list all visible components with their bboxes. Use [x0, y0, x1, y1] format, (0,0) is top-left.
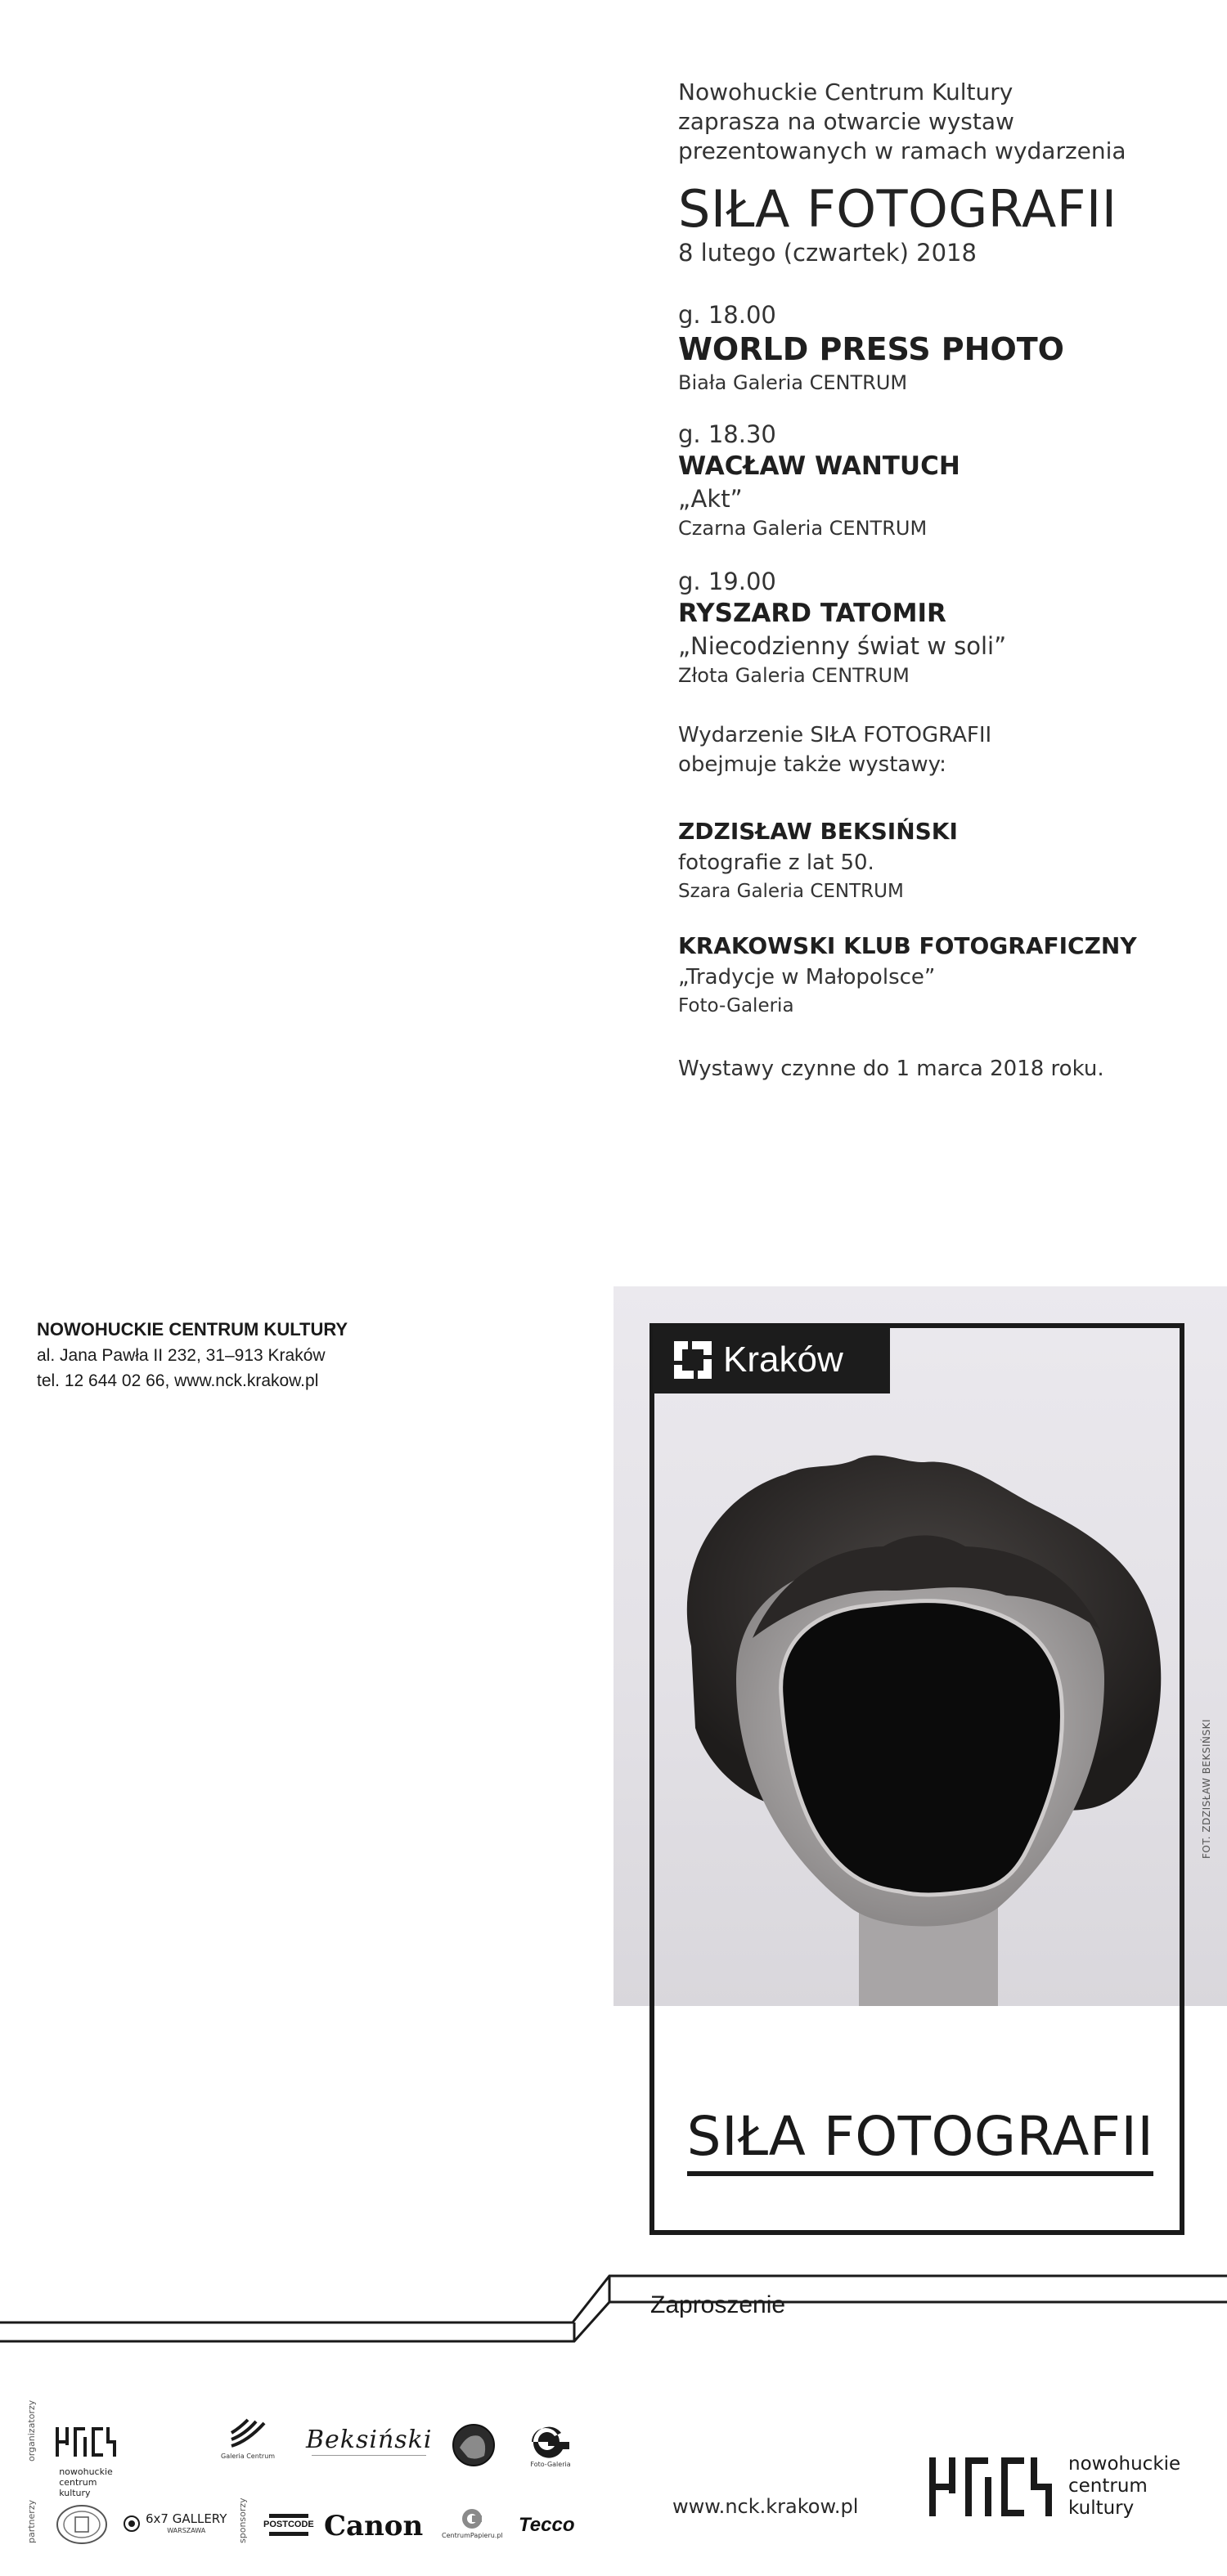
exhibition-time: g. 18.30: [678, 420, 776, 448]
exhibition-time: g. 18.00: [678, 301, 776, 329]
gallery-6x7-name: 6x7 GALLERY: [146, 2511, 227, 2526]
exhibition-name: KRAKOWSKI KLUB FOTOGRAFICZNY: [678, 932, 1137, 959]
invitation-block: [678, 78, 1202, 1084]
exhibition-subtitle: „Niecodzienny świat w soli”: [678, 632, 1007, 660]
note-line: obejmuje także wystawy:: [678, 752, 946, 777]
beksinski-signature: Beksiński: [306, 2426, 433, 2454]
krakow-badge-text: Kraków: [723, 1340, 843, 1380]
website-url[interactable]: www.nck.krakow.pl: [672, 2495, 859, 2518]
poster-frame: [649, 1323, 1184, 2235]
intro-line: zaprasza na otwarcie wystaw: [678, 108, 1014, 135]
organizer-contact: tel. 12 644 02 66, www.nck.krakow.pl: [37, 1371, 319, 1390]
event-date: 8 lutego (czwartek) 2018: [678, 239, 977, 267]
postcode-bar: [269, 2532, 308, 2536]
nck-big-line: centrum: [1068, 2475, 1148, 2497]
exhibition-name: WORLD PRESS PHOTO: [678, 331, 1064, 367]
krakow-logo-icon: [674, 1341, 712, 1379]
exhibition-name: RYSZARD TATOMIR: [678, 599, 946, 628]
organizer-name: NOWOHUCKIE CENTRUM KULTURY: [37, 1319, 348, 1340]
foto-galeria-logo: [528, 2425, 573, 2469]
nck-small-logo: [56, 2426, 116, 2498]
exhibition-item: [678, 567, 1202, 689]
gallery-6x7-icon: [123, 2515, 141, 2533]
nck-mark-icon: [56, 2426, 116, 2458]
centrum-papieru-caption: CentrumPapieru.pl: [442, 2532, 503, 2539]
galeria-centrum-icon: [227, 2417, 269, 2451]
foto-galeria-icon: [528, 2425, 573, 2459]
invitation-intro: [678, 78, 1202, 166]
sponsors-label: sponsorzy: [237, 2497, 248, 2543]
nck-small-line: kultury: [59, 2488, 91, 2498]
beksinski-underline: [312, 2455, 426, 2457]
exhibition-subtitle: „Tradycje w Małopolsce”: [678, 965, 936, 990]
postcode-bar: [269, 2514, 308, 2518]
krakow-badge: [653, 1326, 890, 1393]
seal-icon: [56, 2504, 108, 2545]
poster-title-wrap: [614, 2104, 1227, 2176]
tecco-text: Tecco: [519, 2514, 575, 2536]
postcode-logo: [263, 2514, 314, 2536]
nck-big-line: nowohuckie: [1068, 2453, 1181, 2475]
invitation-label: Zaproszenie: [650, 2291, 786, 2318]
tecco-logo: [519, 2514, 574, 2537]
extra-exhibition: [678, 815, 1202, 905]
exhibition-venue: Czarna Galeria CENTRUM: [678, 517, 928, 540]
postcode-text: POSTCODE: [263, 2520, 314, 2529]
closing-note: Wystawy czynne do 1 marca 2018 roku.: [678, 1057, 1104, 1081]
seal-logo: [56, 2504, 108, 2545]
exhibition-venue: Szara Galeria CENTRUM: [678, 881, 904, 902]
exhibition-item: [678, 420, 1202, 542]
organizer-address: [37, 1317, 528, 1393]
nck-small-line: nowohuckie: [59, 2466, 113, 2477]
nck-big-mark-icon: [929, 2454, 1052, 2520]
exhibition-time: g. 19.00: [678, 568, 776, 595]
exhibition-subtitle: fotografie z lat 50.: [678, 850, 874, 875]
photo-circle-logo: [452, 2423, 496, 2467]
extra-exhibition: [678, 930, 1202, 1020]
gallery-6x7-text: [146, 2512, 227, 2535]
exhibition-venue: Złota Galeria CENTRUM: [678, 664, 910, 687]
poster-title: SIŁA FOTOGRAFII: [687, 2104, 1154, 2176]
nck-big-line: kultury: [1068, 2497, 1135, 2519]
exhibition-name: ZDZISŁAW BEKSIŃSKI: [678, 818, 958, 845]
beksinski-logo: [306, 2427, 432, 2457]
intro-line: prezentowanych w ramach wydarzenia: [678, 137, 1126, 164]
also-note: [678, 720, 1202, 779]
exhibition-subtitle: „Akt”: [678, 485, 743, 513]
gallery-6x7-city: WARSZAWA: [167, 2527, 206, 2534]
exhibition-name: WACŁAW WANTUCH: [678, 451, 960, 481]
poster: [614, 1286, 1227, 2243]
photo-credit: FOT. ZDZISŁAW BEKSIŃSKI: [1201, 1718, 1212, 1859]
nck-big-text: [1068, 2453, 1180, 2520]
nck-small-line: centrum: [59, 2477, 97, 2488]
centrum-papieru-logo: [442, 2507, 503, 2540]
organizer-street: al. Jana Pawła II 232, 31–913 Kraków: [37, 1346, 326, 1365]
photo-circle-icon: [452, 2423, 496, 2467]
note-line: Wydarzenie SIŁA FOTOGRAFII: [678, 723, 992, 747]
exhibition-venue: Biała Galeria CENTRUM: [678, 371, 908, 394]
intro-line: Nowohuckie Centrum Kultury: [678, 79, 1014, 105]
canon-text: Canon: [324, 2510, 424, 2542]
centrum-papieru-icon: [461, 2507, 483, 2530]
nck-small-text: [59, 2466, 113, 2498]
canon-logo: [324, 2511, 423, 2542]
label-band: [0, 2269, 1227, 2351]
foto-galeria-caption: Foto-Galeria: [530, 2461, 571, 2468]
exhibition-venue: Foto-Galeria: [678, 995, 794, 1016]
galeria-centrum-logo: [221, 2417, 275, 2461]
gallery-6x7-logo: [123, 2512, 227, 2535]
partners-label: partnerzy: [26, 2499, 37, 2543]
galeria-centrum-caption: Galeria Centrum: [221, 2453, 276, 2460]
nck-big-logo: [929, 2453, 1180, 2520]
event-title: SIŁA FOTOGRAFII: [678, 179, 1117, 239]
organizers-label: organizatorzy: [26, 2399, 37, 2462]
exhibition-item: [678, 300, 1202, 397]
